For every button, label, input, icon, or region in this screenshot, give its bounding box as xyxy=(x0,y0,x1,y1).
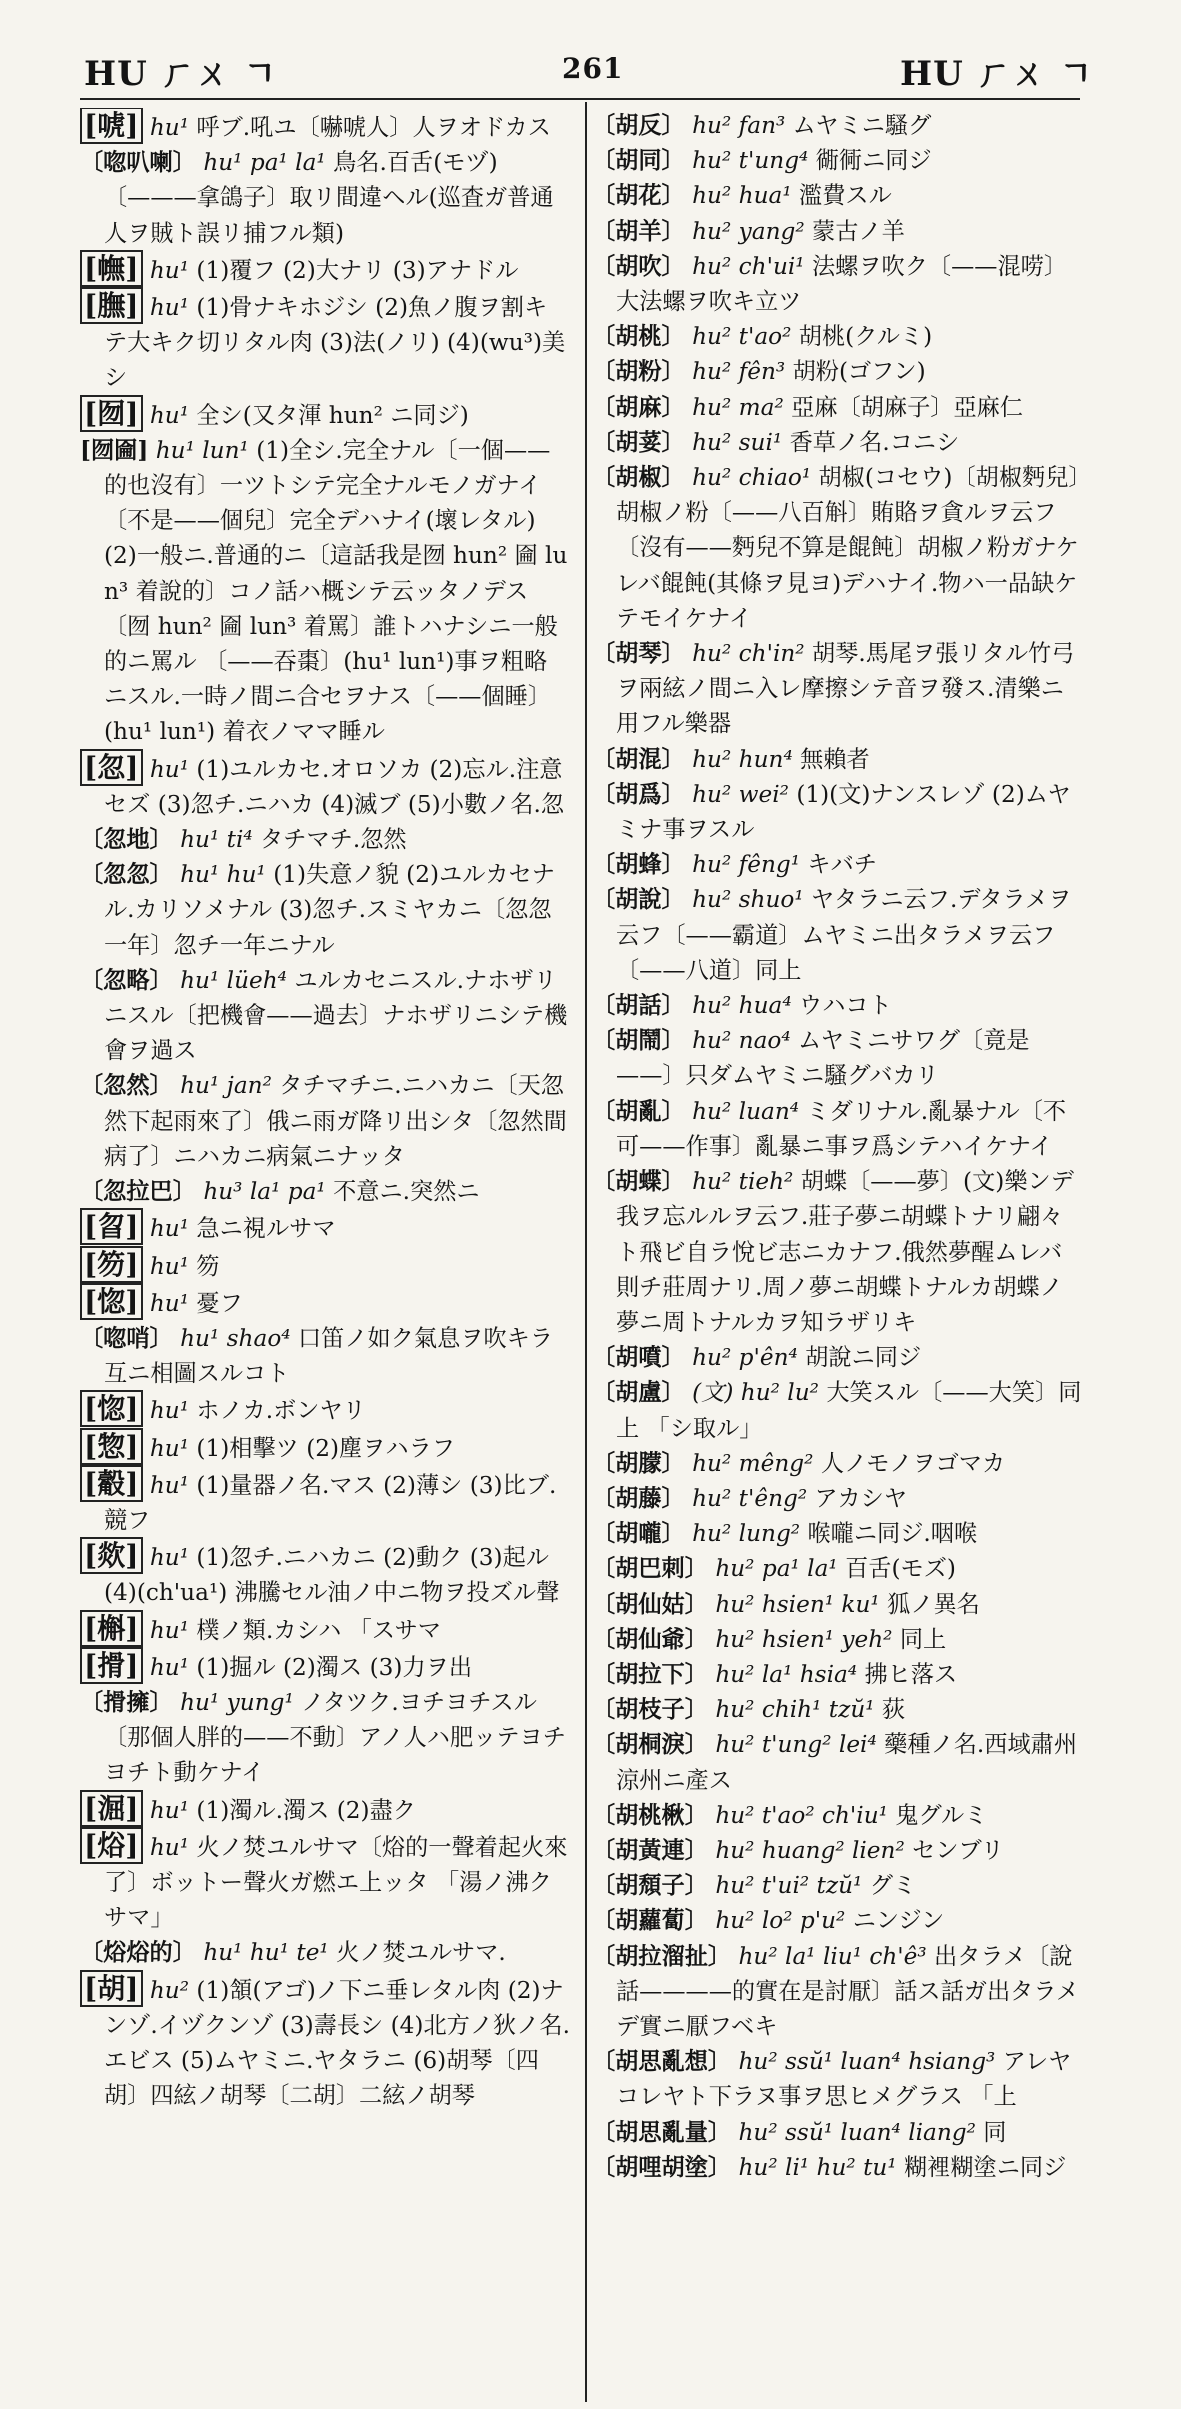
entry-definition: 胡說ニ同ジ xyxy=(797,1344,922,1372)
entry-romanization: hu² fêng¹ xyxy=(692,851,801,879)
entry-romanization: hu¹ pa¹ la¹ xyxy=(203,149,326,177)
entry-definition: 火ノ焚ユルサマ〔焀的一聲着起火來了〕ボットー聲火ガ燃エ上ッタ 「湯ノ沸クサマ」 xyxy=(104,1833,568,1932)
entry-definition: ホノカ.ボンヤリ xyxy=(189,1397,366,1425)
entry-headword: 〔胡同〕 xyxy=(592,147,685,175)
entry-headword: [惣] xyxy=(80,1428,143,1465)
entry-definition: (1)骨ナキホジシ (2)魚ノ腹ヲ割キテ大キク切リタル肉 (3)法(ノリ) (4)(wu³)美シ xyxy=(104,294,566,392)
entry-headword: 〔胡琴〕 xyxy=(592,640,685,668)
entry-headword: 〔胡蝶〕 xyxy=(592,1168,685,1196)
dictionary-entry xyxy=(592,108,1082,143)
entry-definition: 衚衕ニ同ジ xyxy=(808,147,932,175)
entry-headword: 〔胡反〕 xyxy=(592,112,685,139)
entry-romanization: hu² t'ao² ch'iu¹ xyxy=(715,1801,888,1829)
right-column xyxy=(592,108,1082,2408)
entry-definition: 無賴者 xyxy=(792,745,870,773)
dictionary-entry xyxy=(592,1551,1082,1586)
entry-definition: (1)濁ル.濁ス (2)盡ク xyxy=(189,1796,416,1824)
dictionary-entry xyxy=(80,1791,570,1828)
entry-headword: [焀] xyxy=(80,1827,143,1864)
entry-definition: 憂フ xyxy=(189,1289,243,1317)
dictionary-entry xyxy=(80,251,570,288)
entry-headword: [觳] xyxy=(80,1465,143,1502)
entry-definition: (1)全シ.完全ナル〔一個——的也沒有〕一ツトシテ完全ナルモノガナイ〔不是——個兒〕完全デハナイ(壞レタル) (2)一般ニ.普通的ニ〔這話我是囫 hun² 圇 lun³ 着說的〕コノ話ハ概シテ云ッタノデス〔囫 hun² 圇 lun³ 着罵〕誰トハナシニ一般的ニ罵ル 〔——吞棗〕(hu¹ lun¹)事ヲ粗略ニスル.一時ノ間ニ合セヲナス〔——個睡〕(hu¹ lun¹) 着衣ノママ睡ル xyxy=(104,436,568,746)
entry-headword: 〔胡巴刺〕 xyxy=(592,1555,708,1583)
entry-headword: 〔忽地〕 xyxy=(80,826,173,854)
entry-headword: [囫] xyxy=(80,395,143,432)
entry-definition: 拂ヒ落ス xyxy=(857,1660,958,1688)
entry-romanization: hu¹ hu¹ te¹ xyxy=(203,1939,329,1967)
entry-romanization: (文) hu² lu² xyxy=(692,1379,819,1407)
entry-headword: 〔胡亂〕 xyxy=(592,1097,685,1125)
entry-definition: ユルカセニスル.ナホザリニスル〔把機會——過去〕ナホザリニシテ機會ヲ過ス xyxy=(104,966,568,1065)
dictionary-entry xyxy=(80,1391,570,1428)
entry-headword: 〔胡思亂量〕 xyxy=(592,2118,732,2146)
dictionary-entry xyxy=(592,988,1082,1023)
dictionary-entry xyxy=(592,1692,1082,1727)
dictionary-entry xyxy=(80,1685,570,1791)
dictionary-entry xyxy=(80,1429,570,1466)
entry-definition: 鳥名.百舌(モヅ)〔———拿鴿子〕取リ間違ヘル(巡査ガ普通人ヲ賊ト誤リ捕フル類) xyxy=(104,149,554,247)
dictionary-entry xyxy=(592,1868,1082,1903)
dictionary-entry xyxy=(592,1375,1082,1445)
entry-definition: タチマチ.忽然 xyxy=(252,826,407,854)
entry-definition: 大笑スル〔——大笑〕同上 「シ取ル」 xyxy=(616,1379,1082,1442)
header-rule xyxy=(80,98,1080,100)
entry-definition: 胡桃(クルミ) xyxy=(791,323,933,351)
entry-romanization: hu¹ xyxy=(149,1289,190,1317)
entry-headword: 〔唿叭喇〕 xyxy=(80,149,196,177)
entry-headword: 〔胡盧〕 xyxy=(592,1379,685,1407)
entry-romanization: hu² p'ên⁴ xyxy=(692,1344,798,1372)
entry-definition: ニンジン xyxy=(845,1907,945,1935)
dictionary-entry xyxy=(80,433,570,750)
dictionary-entry xyxy=(592,1622,1082,1657)
entry-definition: 笏 xyxy=(189,1252,220,1280)
entry-romanization: hu² ma² xyxy=(692,393,784,421)
entry-definition: ムヤミニサワグ〔竟是——〕只ダムヤミニ騷グバカリ xyxy=(616,1027,1030,1090)
entry-romanization: hu² la¹ liu¹ ch'ê³ xyxy=(738,1942,927,1970)
entry-romanization: hu¹ ti⁴ xyxy=(180,826,253,854)
entry-romanization: hu¹ lüeh⁴ xyxy=(180,966,287,994)
dictionary-entry xyxy=(592,1164,1082,1340)
entry-romanization: hu² yang² xyxy=(692,217,805,245)
entry-romanization: hu¹ xyxy=(149,1471,190,1499)
entry-headword: 〔胡蜂〕 xyxy=(592,851,685,879)
dictionary-entry xyxy=(592,2150,1082,2185)
column-divider xyxy=(585,102,587,2402)
entry-headword: 〔胡混〕 xyxy=(592,745,685,773)
dictionary-entry xyxy=(592,390,1082,425)
entry-headword: 〔胡荽〕 xyxy=(592,428,685,456)
entry-definition: ミダリナル.亂暴ナル〔不可——作事〕亂暴ニ事ヲ爲シテハイケナイ xyxy=(616,1097,1067,1160)
dictionary-entry xyxy=(592,214,1082,249)
dictionary-entry xyxy=(592,460,1082,636)
entry-headword: [膴] xyxy=(80,287,143,324)
entry-romanization: hu² xyxy=(149,1976,190,2004)
dictionary-entry xyxy=(80,963,570,1069)
entry-romanization: hu¹ lun¹ xyxy=(155,436,249,464)
dictionary-entry xyxy=(80,1538,570,1610)
entry-definition: (1)相擊ツ (2)塵ヲハラフ xyxy=(189,1434,455,1462)
dictionary-entry xyxy=(592,2115,1082,2150)
entry-headword: [欻] xyxy=(80,1537,143,1574)
entry-headword: 〔忽略〕 xyxy=(80,966,173,994)
entry-romanization: hu² ssŭ¹ luan⁴ hsiang³ xyxy=(738,2048,996,2076)
left-column xyxy=(80,108,570,2408)
entry-romanization: hu² wei² xyxy=(692,780,789,808)
entry-headword: 〔胡噴〕 xyxy=(592,1344,685,1372)
entry-definition: (1)失意ノ貌 (2)ユルカセナル.カリソメナル (3)忽チ.スミヤカニ〔忽忽一年〕忽チ一年ニナル xyxy=(104,861,555,959)
entry-romanization: hu² t'ung² lei⁴ xyxy=(715,1731,877,1759)
entry-definition: 香草ノ名.コニシ xyxy=(782,428,960,456)
page-number: 261 xyxy=(562,52,624,85)
entry-definition: 百舌(モズ) xyxy=(837,1555,956,1583)
dictionary-entry xyxy=(592,1340,1082,1375)
dictionary-entry xyxy=(592,1516,1082,1551)
entry-romanization: hu² huang² lien² xyxy=(715,1836,905,1864)
dictionary-entry xyxy=(592,1727,1082,1797)
entry-romanization: hu¹ xyxy=(149,1544,190,1572)
entry-romanization: hu² ssŭ¹ luan⁴ liang² xyxy=(738,2118,976,2146)
entry-definition: キバチ xyxy=(800,851,877,879)
entry-romanization: hu² sui¹ xyxy=(692,428,783,456)
dictionary-entry xyxy=(592,742,1082,777)
entry-definition: (1)頷(アゴ)ノ下ニ垂レタル肉 (2)ナンゾ.イヅクンゾ (3)壽長シ (4)北方ノ狄ノ名.エビス (5)ムヤミニ.ヤタラニ (6)胡琴〔四胡〕四絃ノ胡琴〔二胡〕二絃ノ胡琴 xyxy=(104,1976,570,2110)
entry-headword: 〔胡思亂想〕 xyxy=(592,2048,732,2076)
entry-headword: 〔胡仙爺〕 xyxy=(592,1625,708,1653)
entry-headword: 〔胡拉溜扯〕 xyxy=(592,1942,732,1970)
entry-definition: センブリ xyxy=(904,1836,1004,1864)
dictionary-entry xyxy=(80,1068,570,1174)
entry-definition: ヤタラニ云フ.デタラメヲ云フ〔——霸道〕ムヤミニ出タラメヲ云フ〔——八道〕同上 xyxy=(616,886,1072,984)
entry-romanization: hu² mêng² xyxy=(692,1449,814,1477)
entry-romanization: hu² chiao¹ xyxy=(692,464,812,492)
entry-headword: [曶] xyxy=(80,1208,143,1245)
entry-definition: 胡蝶〔——夢〕(文)樂ンデ我ヲ忘ルルヲ云フ.莊子夢ニ胡蝶トナリ翩々ト飛ビ自ラ悅ビ志ニカナフ.俄然夢醒ムレバ則チ莊周ナリ.周ノ夢ニ胡蝶トナルカ胡蝶ノ夢ニ周トナルカヲ知ラザリキ xyxy=(616,1168,1074,1336)
entry-definition: 全シ(又タ渾 hun² ニ同ジ) xyxy=(189,401,469,429)
dictionary-entry xyxy=(80,1648,570,1685)
entry-headword: [笏] xyxy=(80,1246,143,1283)
entry-romanization: hu¹ shao⁴ xyxy=(180,1324,291,1352)
entry-definition: ムヤミニ騷グ xyxy=(785,112,932,139)
entry-headword: [幠] xyxy=(80,250,143,287)
dictionary-entry xyxy=(592,249,1082,319)
entry-headword: 〔胡說〕 xyxy=(592,886,685,914)
entry-headword: 〔胡麻〕 xyxy=(592,393,685,421)
entry-headword: 〔胡仙姑〕 xyxy=(592,1590,708,1618)
entry-definition: タチマチニ.ニハカニ〔天忽然下起雨來了〕俄ニ雨ガ降リ出シタ〔忽然間病了〕ニハカニ病氣ニナッタ xyxy=(104,1072,567,1170)
dictionary-entry xyxy=(592,636,1082,742)
dictionary-entry xyxy=(80,1174,570,1209)
entry-headword: 〔忽然〕 xyxy=(80,1072,173,1100)
entry-definition: アカシヤ xyxy=(807,1484,908,1512)
dictionary-entry xyxy=(592,1939,1082,2045)
dictionary-entry xyxy=(80,288,570,396)
entry-romanization: hu² hua⁴ xyxy=(692,992,792,1020)
entry-headword: 〔胡粉〕 xyxy=(592,358,685,386)
dictionary-entry xyxy=(80,1321,570,1391)
entry-headword: 〔胡蘿蔔〕 xyxy=(592,1907,708,1935)
entry-headword: 〔胡花〕 xyxy=(592,182,685,210)
entry-romanization: hu² lung² xyxy=(692,1520,801,1548)
entry-romanization: hu¹ xyxy=(149,1653,190,1681)
entry-definition: (1)覆フ (2)大ナリ (3)アナドル xyxy=(189,256,519,284)
entry-definition: グミ xyxy=(862,1872,917,1900)
dictionary-entry xyxy=(592,143,1082,178)
entry-headword: [胡] xyxy=(80,1970,143,2007)
entry-romanization: hu² t'ao² xyxy=(692,323,792,351)
entry-romanization: hu² hsien¹ ku¹ xyxy=(715,1590,880,1618)
dictionary-entry xyxy=(80,1209,570,1246)
entry-definition: ウハコト xyxy=(791,992,892,1020)
dictionary-entry xyxy=(80,1935,570,1970)
dictionary-entry xyxy=(80,1466,570,1538)
entry-romanization: hu¹ xyxy=(149,1215,190,1243)
entry-headword: 〔胡藤〕 xyxy=(592,1484,685,1512)
entry-romanization: hu² hun⁴ xyxy=(692,745,793,773)
entry-headword: 〔焀焀的〕 xyxy=(80,1939,196,1967)
dictionary-entry xyxy=(592,882,1082,988)
entry-romanization: hu¹ hu¹ xyxy=(180,861,266,889)
entry-romanization: hu² ch'in² xyxy=(692,640,805,668)
entry-romanization: hu² fan³ xyxy=(692,112,786,139)
entry-definition: (1)(文)ナンスレゾ (2)ムヤミナ事ヲスル xyxy=(616,780,1071,844)
entry-definition: 喉嚨ニ同ジ.咽喉 xyxy=(800,1520,978,1548)
entry-romanization: hu¹ xyxy=(149,1796,190,1824)
entry-romanization: hu² nao⁴ xyxy=(692,1027,791,1055)
entry-definition: 藥種ノ名.西域肅州涼州ニ產ス xyxy=(616,1731,1078,1794)
entry-definition: 法螺ヲ吹ク〔——混唠〕大法螺ヲ吹キ立ツ xyxy=(616,252,1068,316)
dictionary-entry xyxy=(80,108,570,145)
entry-definition: (1)忽チ.ニハカニ (2)動ク (3)起ル (4)(ch'ua¹) 沸騰セル油ノ中ニ物ヲ投ズル聲 xyxy=(104,1544,560,1607)
entry-romanization: hu² hua¹ xyxy=(692,182,792,210)
entry-romanization: hu¹ xyxy=(149,1833,190,1861)
entry-romanization: hu² pa¹ la¹ xyxy=(715,1555,838,1583)
dictionary-entry xyxy=(592,1094,1082,1164)
entry-headword: 〔胡黃連〕 xyxy=(592,1836,708,1864)
entry-headword: 〔胡朦〕 xyxy=(592,1449,685,1477)
entry-romanization: hu² luan⁴ xyxy=(692,1097,800,1125)
entry-headword: 〔胡枝子〕 xyxy=(592,1696,708,1724)
entry-definition: (1)ユルカセ.オロソカ (2)忘ル.注意セズ (3)忽チ.ニハカ (4)滅ブ (5)小數ノ名.忽 xyxy=(104,755,565,818)
entry-romanization: hu² t'ui² tzŭ¹ xyxy=(715,1872,863,1900)
entry-romanization: hu¹ yung¹ xyxy=(180,1688,294,1716)
dictionary-entry xyxy=(80,1828,570,1936)
entry-headword: 〔胡爲〕 xyxy=(592,780,685,808)
entry-romanization: hu¹ jan² xyxy=(180,1072,272,1100)
dictionary-entry xyxy=(592,425,1082,460)
entry-romanization: hu² lo² p'u² xyxy=(715,1907,846,1935)
entry-definition: アレヤコレヤト下ラヌ事ヲ思ヒメグラス 「上 xyxy=(616,2048,1072,2111)
dictionary-entry xyxy=(592,178,1082,213)
entry-headword: [囫圇] xyxy=(80,436,149,464)
dictionary-entry xyxy=(592,1023,1082,1093)
dictionary-entry xyxy=(592,2044,1082,2114)
entry-romanization: hu² chih¹ tzŭ¹ xyxy=(715,1696,875,1724)
entry-romanization: hu¹ xyxy=(149,1252,190,1280)
entry-definition: 糊裡糊塗ニ同ジ xyxy=(896,2153,1067,2181)
entry-headword: 〔胡桐淚〕 xyxy=(592,1731,708,1759)
entry-romanization: hu² li¹ hu² tu¹ xyxy=(738,2153,897,2181)
dictionary-entry xyxy=(592,1798,1082,1833)
entry-definition: 荻 xyxy=(874,1696,906,1724)
entry-romanization: hu¹ xyxy=(149,256,190,284)
dictionary-entry xyxy=(80,145,570,251)
dictionary-entry xyxy=(80,750,570,822)
entry-romanization: hu¹ xyxy=(149,1434,190,1462)
entry-headword: [忽] xyxy=(80,749,143,786)
entry-headword: [槲] xyxy=(80,1610,143,1647)
entry-headword: 〔胡頹子〕 xyxy=(592,1872,708,1900)
entry-romanization: hu¹ xyxy=(149,1397,190,1425)
entry-definition: (1)量器ノ名.マス (2)薄シ (3)比ブ.競フ xyxy=(104,1471,557,1534)
entry-romanization: hu² t'ung⁴ xyxy=(692,147,809,175)
dictionary-entry xyxy=(592,1587,1082,1622)
entry-definition: 呼ブ.吼ユ〔嚇唬人〕人ヲオドカス xyxy=(189,114,551,141)
dictionary-entry xyxy=(80,1247,570,1284)
entry-headword: 〔忽拉巴〕 xyxy=(80,1178,196,1206)
entry-definition: 亞麻〔胡麻子〕亞麻仁 xyxy=(783,393,1024,421)
entry-definition: 胡粉(ゴフン) xyxy=(785,358,926,386)
entry-romanization: hu¹ xyxy=(149,401,190,429)
entry-definition: (1)掘ル (2)濁ス (3)力ヲ出 xyxy=(189,1653,473,1681)
entry-headword: [惚] xyxy=(80,1283,143,1320)
entry-headword: 〔唿哨〕 xyxy=(80,1324,173,1352)
entry-definition: 同上 xyxy=(892,1625,947,1653)
entry-definition: 胡琴.馬尾ヲ張リタル竹弓ヲ兩絃ノ間ニ入レ摩擦シテ音ヲ發ス.清樂ニ用フル樂器 xyxy=(616,640,1075,738)
entry-romanization: hu² tieh² xyxy=(692,1168,794,1196)
dictionary-entry xyxy=(592,319,1082,354)
entry-romanization: hu³ la¹ pa¹ xyxy=(203,1178,326,1206)
entry-headword: 〔胡吹〕 xyxy=(592,252,685,280)
entry-headword: 〔胡桃楸〕 xyxy=(592,1801,708,1829)
entry-headword: [搰] xyxy=(80,1647,143,1684)
entry-romanization: hu² t'êng² xyxy=(692,1484,808,1512)
entry-definition: 人ノモノヲゴマカ xyxy=(813,1449,1006,1477)
entry-headword: 〔胡拉下〕 xyxy=(592,1660,708,1688)
entry-definition: 火ノ焚ユルサマ. xyxy=(328,1939,506,1967)
entry-headword: [淈] xyxy=(80,1790,143,1827)
entry-definition: 口笛ノ如ク氣息ヲ吹キラ互ニ相圖スルコト xyxy=(104,1324,554,1388)
entry-headword: [惚] xyxy=(80,1390,143,1427)
entry-romanization: hu² shuo¹ xyxy=(692,886,804,914)
entry-headword: 〔胡椒〕 xyxy=(592,464,685,492)
entry-definition: ノタツク.ヨチヨチスル〔那個人胖的——不動〕アノ人ハ肥ッテヨチヨチト動ケナイ xyxy=(104,1688,566,1787)
entry-definition: 樸ノ類.カシハ 「スサマ xyxy=(189,1616,441,1644)
entry-definition: 濫費スル xyxy=(791,182,892,210)
entry-romanization: hu¹ xyxy=(149,114,190,141)
entry-headword: 〔胡羊〕 xyxy=(592,217,685,245)
entry-romanization: hu² fên³ xyxy=(692,358,786,386)
running-header-right: HU ㄏㄨ ㄱ xyxy=(900,54,1094,94)
dictionary-entry xyxy=(592,354,1082,389)
dictionary-entry xyxy=(80,857,570,963)
entry-romanization: hu² ch'ui¹ xyxy=(692,252,805,280)
entry-romanization: hu¹ xyxy=(149,755,190,783)
entry-definition: 胡椒(コセウ)〔胡椒麪兒〕胡椒ノ粉〔——八百斛〕賄賂ヲ貪ルヲ云フ〔沒有——麪兒不算是餛飩〕胡椒ノ粉ガナケレバ餛飩(其條ヲ見ヨ)デハナイ.物ハ一品缺ケテモイケナイ xyxy=(616,464,1081,632)
entry-headword: 〔搰擁〕 xyxy=(80,1688,173,1716)
entry-headword: 〔胡鬧〕 xyxy=(592,1027,685,1055)
dictionary-entry xyxy=(80,1284,570,1321)
entry-definition: 狐ノ異名 xyxy=(879,1590,980,1618)
dictionary-entry xyxy=(592,777,1082,847)
entry-romanization: hu¹ xyxy=(149,1616,190,1644)
dictionary-entry xyxy=(592,1833,1082,1868)
dictionary-entry xyxy=(80,396,570,433)
dictionary-entry xyxy=(592,847,1082,882)
entry-headword: 〔忽忽〕 xyxy=(80,861,173,889)
entry-definition: 出タラメ〔說話————的實在是討厭〕話ス話ガ出タラメデ實ニ厭フベキ xyxy=(616,1942,1080,2040)
dictionary-entry xyxy=(80,1611,570,1648)
entry-definition: 不意ニ.突然ニ xyxy=(325,1178,480,1206)
dictionary-entry xyxy=(592,1657,1082,1692)
entry-definition: 蒙古ノ羊 xyxy=(804,217,905,245)
entry-romanization: hu¹ xyxy=(149,294,190,322)
dictionary-entry xyxy=(80,1971,570,2114)
entry-definition: 急ニ視ルサマ xyxy=(189,1215,336,1243)
dictionary-entry xyxy=(592,1446,1082,1481)
entry-headword: 〔胡桃〕 xyxy=(592,323,685,351)
entry-headword: 〔胡哩胡塗〕 xyxy=(592,2153,732,2181)
dictionary-entry xyxy=(592,1903,1082,1938)
entry-definition: 鬼グルミ xyxy=(887,1801,988,1829)
dictionary-entry xyxy=(592,1481,1082,1516)
entry-romanization: hu² la¹ hsia⁴ xyxy=(715,1660,858,1688)
entry-headword: 〔胡嚨〕 xyxy=(592,1520,685,1548)
entry-headword: [唬] xyxy=(80,108,143,144)
entry-headword: 〔胡話〕 xyxy=(592,992,685,1020)
entry-romanization: hu² hsien¹ yeh² xyxy=(715,1625,893,1653)
dictionary-entry xyxy=(80,822,570,857)
entry-definition: 同 xyxy=(975,2118,1007,2146)
running-header-left: HU ㄏㄨ ㄱ xyxy=(84,54,278,94)
